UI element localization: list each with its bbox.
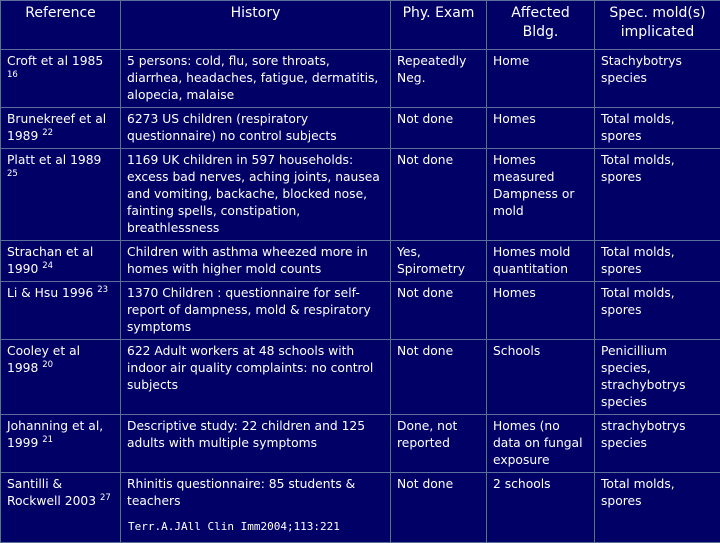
building-cell: Homes	[487, 108, 595, 149]
reference-number: 22	[42, 128, 53, 138]
reference-text: Cooley et al 1998	[7, 344, 80, 375]
history-cell: 1169 UK children in 597 households: excess bad nerves, aching joints, nausea and vomiting, backache, blocked nose, fainting spells, constipation, breathlessness	[121, 149, 391, 241]
reference-number: 21	[42, 435, 53, 445]
header-history: History	[121, 1, 391, 50]
reference-number: 24	[42, 261, 53, 271]
reference-number: 20	[42, 360, 53, 370]
table-row	[1, 282, 720, 340]
reference-cell	[1, 108, 121, 149]
table-row	[1, 340, 720, 415]
table-row	[1, 149, 720, 241]
mold-cell: Stachybotrys species	[595, 50, 720, 108]
exam-cell: Not done	[391, 149, 487, 241]
exam-cell: Not done	[391, 108, 487, 149]
history-cell: Descriptive study: 22 children and 125 adults with multiple symptoms	[121, 415, 391, 473]
mold-cell: Total molds, spores	[595, 108, 720, 149]
building-cell: Homes measured Dampness or mold	[487, 149, 595, 241]
mold-cell: Total molds, spores	[595, 282, 720, 340]
reference-number: 27	[100, 493, 111, 503]
reference-number: 23	[97, 285, 108, 295]
mold-cell: strachybotrys species	[595, 415, 720, 473]
building-cell: Homes (no data on fungal exposure	[487, 415, 595, 473]
history-cell: 1370 Children : questionnaire for self-report of dampness, mold & respiratory symptoms	[121, 282, 391, 340]
table-row	[1, 50, 720, 108]
mold-cell: Total molds, spores	[595, 473, 720, 543]
mold-cell: Total molds, spores	[595, 149, 720, 241]
reference-number: 16	[7, 70, 18, 80]
exam-cell: Done, not reported	[391, 415, 487, 473]
exam-cell: Repeatedly Neg.	[391, 50, 487, 108]
mold-cell: Total molds, spores	[595, 241, 720, 282]
exam-cell: Yes, Spirometry	[391, 241, 487, 282]
history-cell: 622 Adult workers at 48 schools with indoor air quality complaints: no control subjects	[121, 340, 391, 415]
reference-text: Johanning et al, 1999	[7, 419, 103, 450]
history-cell: 5 persons: cold, flu, sore throats, diarrhea, headaches, fatigue, dermatitis, alopecia, malaise	[121, 50, 391, 108]
building-cell: Homes mold quantitation	[487, 241, 595, 282]
reference-cell	[1, 340, 121, 415]
exam-cell: Not done	[391, 282, 487, 340]
header-row	[1, 1, 720, 50]
reference-cell	[1, 473, 121, 543]
source-citation: Terr.A.JAll Clin Imm2004;113:221	[128, 520, 340, 533]
table-row	[1, 108, 720, 149]
header-spec-molds: Spec. mold(s) implicated	[595, 1, 720, 50]
table-row	[1, 473, 720, 543]
reference-text: Li & Hsu 1996	[7, 286, 93, 300]
header-reference: Reference	[1, 1, 121, 50]
exam-cell: Not done	[391, 340, 487, 415]
history-cell: Children with asthma wheezed more in homes with higher mold counts	[121, 241, 391, 282]
table-row	[1, 415, 720, 473]
reference-cell	[1, 149, 121, 241]
history-cell: 6273 US children (respiratory questionnaire) no control subjects	[121, 108, 391, 149]
building-cell: Home	[487, 50, 595, 108]
reference-number: 25	[7, 169, 18, 179]
exam-cell: Not done	[391, 473, 487, 543]
reference-text: Santilli & Rockwell 2003	[7, 477, 96, 508]
reference-cell	[1, 50, 121, 108]
building-cell: 2 schools	[487, 473, 595, 543]
reference-cell	[1, 241, 121, 282]
mold-cell: Penicillium species, strachybotrys species	[595, 340, 720, 415]
header-affected-bldg: Affected Bldg.	[487, 1, 595, 50]
reference-text: Strachan et al 1990	[7, 245, 93, 276]
table-row	[1, 241, 720, 282]
building-cell: Homes	[487, 282, 595, 340]
reference-text: Platt et al 1989	[7, 153, 101, 167]
reference-text: Brunekreef et al 1989	[7, 112, 106, 143]
building-cell: Schools	[487, 340, 595, 415]
reference-text: Croft et al 1985	[7, 54, 103, 68]
header-phy-exam: Phy. Exam	[391, 1, 487, 50]
reference-cell	[1, 282, 121, 340]
history-cell: Rhinitis questionnaire: 85 students & teachers	[121, 473, 391, 543]
reference-cell	[1, 415, 121, 473]
